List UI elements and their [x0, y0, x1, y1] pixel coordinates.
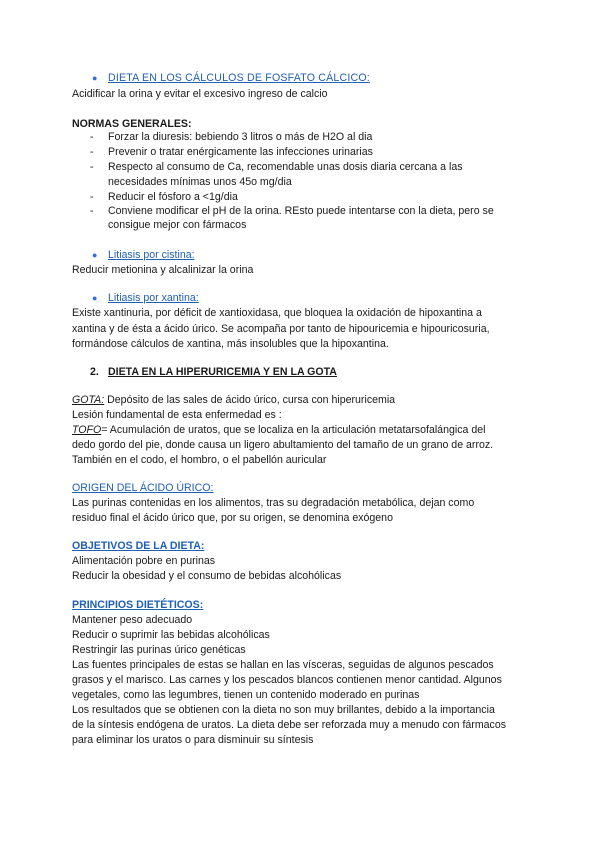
text-line: Las fuentes principales de estas se hallan en las vísceras, seguidas de algunos pescados	[72, 659, 494, 671]
heading-origen-acido-urico: ORIGEN DEL ÁCIDO ÚRICO:	[72, 482, 214, 494]
tofo-definition	[72, 423, 486, 438]
text-line: de la síntesis endógena de uratos. La dieta debe ser reforzada muy a menudo con fármacos	[72, 719, 507, 731]
text-line: Reducir la obesidad y el consumo de bebidas alcohólicas	[72, 570, 342, 582]
list-item: - Reducir el fósforo a <1g/dia	[90, 191, 238, 203]
gota-definition	[72, 393, 395, 408]
list-item-continuation: necesidades mínimas unos 45o mg/dia	[108, 176, 292, 188]
bullet-cistina	[92, 248, 195, 263]
list-item: - Forzar la diuresis: bebiendo 3 litros o más de H2O al dia	[90, 131, 373, 143]
list-item-continuation: consigue mejor con fármacos	[108, 219, 247, 231]
text-line: para eliminar los uratos o para disminuir su síntesis	[72, 734, 314, 746]
text-line: Mantener peso adecuado	[72, 614, 193, 626]
heading-litiasis-xantina[interactable]: Litiasis por xantina:	[108, 292, 199, 304]
heading-calculos-fosfato[interactable]: DIETA EN LOS CÁLCULOS DE FOSFATO CÁLCICO:	[108, 72, 370, 84]
section-number: 2.	[90, 366, 99, 378]
heading-litiasis-cistina[interactable]: Litiasis por cistina:	[108, 249, 195, 261]
text-line: Las purinas contenidas en los alimentos, tras su degradación metabólica, dejan como	[72, 497, 475, 509]
bullet-dot-icon: ●	[92, 73, 98, 83]
section-title: DIETA EN LA HIPERURICEMIA Y EN LA GOTA	[108, 366, 337, 378]
text-line: residuo final el ácido úrico que, por su origen, se denomina exógeno	[72, 512, 393, 524]
section-heading-hiperuricemia	[90, 365, 337, 380]
heading-normas-generales: NORMAS GENERALES:	[72, 118, 192, 130]
bullet-xantina	[92, 291, 199, 306]
list-item-text: Prevenir o tratar enérgicamente las infecciones urinarias	[108, 146, 373, 158]
text-line: Lesión fundamental de esta enfermedad es :	[72, 409, 282, 421]
list-item: - Respecto al consumo de Ca, recomendable unas dosis diaria cercana a las	[90, 161, 463, 173]
list-item-text: Reducir el fósforo a <1g/dia	[108, 191, 238, 203]
bullet-dot-icon: ●	[92, 250, 98, 260]
text-line: Acidificar la orina y evitar el excesivo ingreso de calcio	[72, 88, 328, 100]
text-line: Reducir o suprimir las bebidas alcohólicas	[72, 629, 270, 641]
text-line: Existe xantinuria, por déficit de xantioxidasa, que bloquea la oxidación de hipoxantina a	[72, 307, 482, 319]
text-line: Reducir metionina y alcalinizar la orina	[72, 264, 254, 276]
text-line: Alimentación pobre en purinas	[72, 555, 216, 567]
text-line: formándose cálculos de xantina, más insolubles que la hipoxantina.	[72, 338, 389, 350]
tofo-term: TOFO	[72, 424, 102, 436]
heading-principios-dieteticos: PRINCIPIOS DIETÉTICOS:	[72, 599, 204, 611]
text-line: Restringir las purinas úrico genéticas	[72, 644, 246, 656]
list-item-text: Conviene modificar el pH de la orina. REsto puede intentarse con la dieta, pero se	[108, 205, 494, 217]
text-line: dedo gordo del pie, donde causa un ligero abultamiento del tamaño de un grano de arroz.	[72, 439, 494, 451]
gota-def-text: Depósito de las sales de ácido úrico, cursa con hiperuricemia	[104, 394, 396, 406]
gota-term: GOTA:	[72, 394, 105, 406]
text-line: Los resultados que se obtienen con la dieta no son muy brillantes, debido a la importancia	[72, 704, 495, 716]
bullet-dot-icon: ●	[92, 293, 98, 303]
heading-objetivos-dieta: OBJETIVOS DE LA DIETA:	[72, 540, 205, 552]
list-item: - Prevenir o tratar enérgicamente las infecciones urinarias	[90, 146, 373, 158]
list-item-text: Respecto al consumo de Ca, recomendable unas dosis diaria cercana a las	[108, 161, 463, 173]
text-line: xantina y de ésta a ácido úrico. Se acompaña por tanto de hipouricemia e hipouricosuria,	[72, 323, 490, 335]
text-line: grasos y el marisco. Las carnes y los pescados blancos contienen menor cantidad. Algunos	[72, 674, 502, 686]
bullet-calculos-fosfato	[92, 71, 370, 86]
text-line: vegetales, como las legumbres, tienen un contenido moderado en purinas	[72, 689, 420, 701]
tofo-def-text: = Acumulación de uratos, que se localiza en la articulación metatarsofalángica del	[101, 424, 486, 436]
text-line: También en el codo, el hombro, o el pabellón auricular	[72, 454, 327, 466]
list-item: - Conviene modificar el pH de la orina. REsto puede intentarse con la dieta, pero se	[90, 205, 494, 217]
list-item-text: Forzar la diuresis: bebiendo 3 litros o más de H2O al dia	[108, 131, 373, 143]
